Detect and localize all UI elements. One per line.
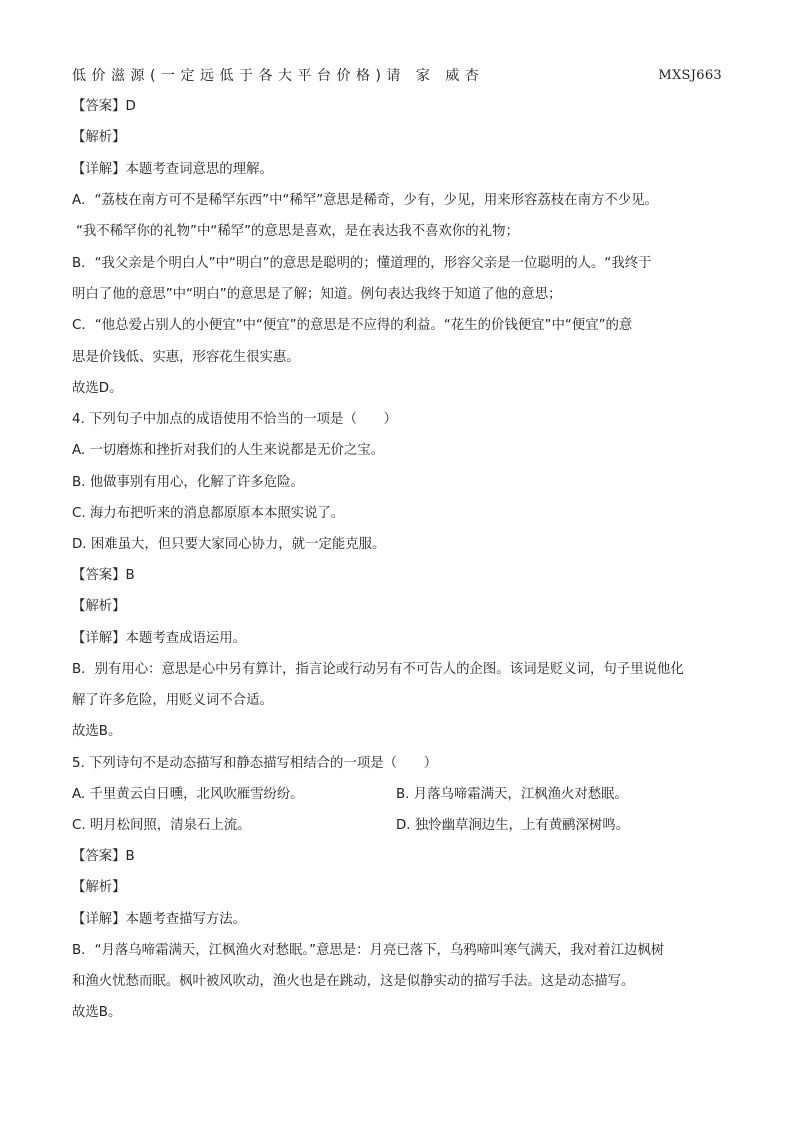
q5-option-b-explanation-1: B．“月落乌啼霜满天，江枫渔火对愁眠。”意思是：月亮已落下，乌鸦啼叫寒气满天，我对着江边枫树 (72, 943, 665, 958)
q3-option-a-explanation-2: “我不稀罕你的礼物”中“稀罕”的意思是喜欢，是在表达我不喜欢你的礼物； (76, 224, 519, 239)
q5-conclusion: 故选B。 (72, 1005, 122, 1020)
q3-option-c-explanation-2: 思是价钱低、实惠，形容花生很实惠。 (72, 350, 300, 365)
q4-option-a: A. 一切磨炼和挫折对我们的人生来说都是无价之宝。 (72, 443, 385, 458)
q3-analysis-heading: 【解析】 (72, 130, 126, 145)
header-code: MXSJ663 (658, 68, 722, 83)
q4-question: 4. 下列句子中加点的成语使用不恰当的一项是（ ） (72, 412, 398, 427)
q4-analysis-heading: 【解析】 (72, 599, 126, 614)
q4-answer: 【答案】B (72, 568, 135, 583)
header-promo-text: 低价滋源(一定远低于各大平台价格)请 家 威杏 (72, 68, 485, 84)
q5-option-c: C. 明月松间照，清泉石上流。 (72, 818, 251, 833)
q4-option-b: B. 他做事别有用心，化解了许多危险。 (72, 475, 304, 490)
q5-answer: 【答案】B (72, 849, 135, 864)
q5-detail: 【详解】本题考查描写方法。 (72, 912, 247, 927)
q3-answer: 【答案】D (72, 99, 136, 114)
q3-option-a-explanation-1: A．“荔枝在南方可不是稀罕东西”中“稀罕”意思是稀奇，少有，少见，用来形容荔枝在南方不少见。 (72, 193, 658, 208)
q3-detail: 【详解】本题考查词意思的理解。 (72, 162, 273, 177)
q3-conclusion: 故选D。 (72, 381, 123, 396)
q4-option-c: C. 海力布把听来的消息都原原本本照实说了。 (72, 506, 345, 521)
q4-detail: 【详解】本题考查成语运用。 (72, 631, 247, 646)
q3-option-c-explanation-1: C．“他总爱占别人的小便宜”中“便宜”的意思是不应得的利益。“花生的价钱便宜”中“便宜”的意 (72, 318, 633, 333)
q5-option-b: B. 月落乌啼霜满天，江枫渔火对愁眠。 (396, 787, 628, 802)
q5-option-d: D. 独怜幽草涧边生，上有黄鹂深树鸣。 (396, 818, 630, 833)
q5-option-b-explanation-2: 和渔火忧愁而眠。枫叶被风吹动，渔火也是在跳动，这是似静实动的描写手法。这是动态描写。 (72, 974, 635, 989)
q5-analysis-heading: 【解析】 (72, 880, 126, 895)
q4-conclusion: 故选B。 (72, 724, 122, 739)
q5-question: 5. 下列诗句不是动态描写和静态描写相结合的一项是（ ） (72, 756, 438, 771)
q3-option-b-explanation-1: B．“我父亲是个明白人”中“明白”的意思是聪明的；懂道理的，形容父亲是一位聪明的人。“我终于 (72, 256, 652, 271)
q3-option-b-explanation-2: 明白了他的意思”中“明白”的意思是了解；知道。例句表达我终于知道了他的意思； (72, 287, 562, 302)
page-header (72, 66, 722, 86)
q4-option-d: D. 困难虽大，但只要大家同心协力，就一定能克服。 (72, 537, 386, 552)
q4-option-b-explanation-2: 解了许多危险，用贬义词不合适。 (72, 693, 273, 708)
q5-option-a: A. 千里黄云白日曛，北风吹雁雪纷纷。 (72, 787, 304, 802)
q4-option-b-explanation-1: B．别有用心：意思是心中另有算计，指言论或行动另有不可告人的企图。该词是贬义词，句子里说他化 (72, 662, 684, 677)
